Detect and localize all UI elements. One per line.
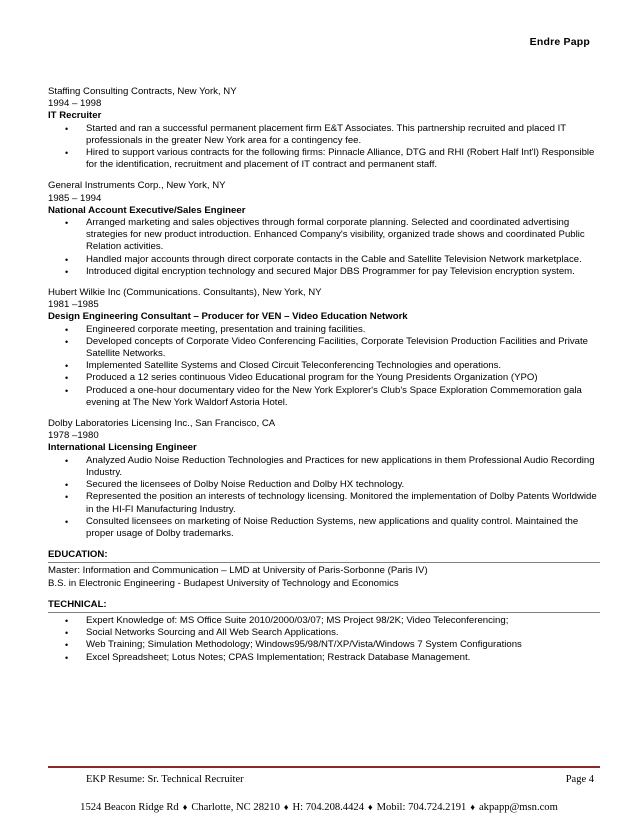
education-line: Master: Information and Communication – LMD at University of Paris-Sorbonne (Paris IV) [48,565,428,577]
bullet-icon: • [65,361,69,372]
contact-city: Charlotte, NC 28210 [191,802,280,813]
list-item: • Handled major accounts through direct corporate contacts in the Cable and Satellite Television Network marketplace. [65,253,582,265]
list-item: • Excel Spreadsheet; Lotus Notes; CPAS Implementation; Restrack Database Management. [65,651,471,663]
contact-mobile-phone: Mobil: 704.724.2191 [376,802,467,813]
job-years: 1981 –1985 [48,299,99,311]
page-number: Page 4 [565,774,594,785]
list-item: • Web Training; Simulation Methodology; Windows95/98/NT/XP/Vista/Windows 7 System Configurations [65,639,522,651]
bullet-icon: • [65,148,69,159]
contact-email[interactable]: akpapp@msn.com [478,802,558,813]
bullet-icon: • [65,254,69,265]
technical-section [48,599,600,664]
bullet-icon: • [65,652,69,663]
job-bullets [48,324,600,409]
list-item: • Consulted licensees on marketing of Noise Reduction Systems, new applications and quality control. Maintained the proper usage of Dolby trademarks. [65,515,579,539]
diamond-icon: ♦ [470,802,475,812]
bullet-icon: • [65,218,69,229]
technical-heading: TECHNICAL: [48,599,600,613]
diamond-icon: ♦ [283,802,289,812]
job-entry [48,287,600,409]
education-heading: EDUCATION: [48,549,600,563]
bullet-icon: • [65,480,69,491]
diamond-icon: ♦ [368,802,373,812]
list-item: • Developed concepts of Corporate Video Conferencing Facilities, Corporate Television Production Facilities and Private Satellite Networks. [65,335,588,360]
bullet-icon: • [65,455,69,466]
job-bullets [48,455,600,540]
list-item: • Hired to support various contracts for the following firms: Pinnacle Alliance, DTG and RHI (Robert Half Int'l) Responsible for the identification, recruitment and placement of IT contract and permanent staff. [65,147,595,171]
technical-list [48,615,600,664]
bullet-icon: • [65,336,69,347]
bullet-icon: • [65,373,69,384]
job-entry [48,418,600,540]
header-name: Endre Papp [529,36,590,48]
resume-body [48,86,600,664]
education-line: B.S. in Electronic Engineering - Budapest University of Technology and Economics [48,577,399,589]
list-item: • Produced a 12 series continuous Video Educational program for the Young Presidents Organization (YPO) [65,372,538,384]
job-bullets [48,123,600,172]
list-item: • Analyzed Audio Noise Reduction Technologies and Practices for new applications in them Professional Audio Recording Industry. [65,454,595,478]
bullet-icon: • [65,640,69,651]
job-role: International Licensing Engineer [48,442,197,454]
list-item: • Expert Knowledge of: MS Office Suite 2010/2000/03/07; MS Project 98/2K; Video Teleconferencing; [65,614,509,626]
bullet-icon: • [65,266,69,277]
education-section [48,549,600,590]
job-entry [48,180,600,278]
job-years: 1978 –1980 [48,430,99,442]
contact-home-phone: H: 704.208.4424 [292,802,364,813]
job-company: Staffing Consulting Contracts, New York, NY [48,86,237,97]
page-footer [48,766,600,785]
bullet-icon: • [65,615,69,626]
diamond-icon: ♦ [182,802,188,812]
list-item: • Secured the licensees of Dolby Noise Reduction and Dolby HX technology. [65,479,405,491]
contact-line [0,802,638,813]
list-item: • Arranged marketing and sales objectives through formal corporate planning. Selected and coordinated advertising strategies for new product introduction. Enhanced Company's visibility, organized trade shows and coordinated Public Relation activities. [65,217,585,253]
bullet-icon: • [65,324,69,335]
job-entry [48,86,600,171]
list-item: • Implemented Satellite Systems and Closed Circuit Teleconferencing Technologies and operations. [65,360,502,372]
bullet-icon: • [65,385,69,396]
job-role: Design Engineering Consultant – Producer for VEN – Video Education Network [48,311,408,323]
job-company: General Instruments Corp., New York, NY [48,180,226,192]
job-years: 1994 – 1998 [48,98,102,110]
job-role: National Account Executive/Sales Engineer [48,204,246,216]
list-item: • Represented the position an interests of technology licensing. Monitored the implementation of Dolby Patents Worldwide in the HI-FI Manufacturing Industry. [65,491,597,515]
list-item: • Introduced digital encryption technology and secured Major DBS Programmer for pay Television encryption system. [65,265,575,277]
list-item: • Engineered corporate meeting, presentation and training facilities. [65,323,366,335]
list-item: • Social Networks Sourcing and All Web Search Applications. [65,627,339,639]
footer-title: EKP Resume: Sr. Technical Recruiter [86,774,244,785]
bullet-icon: • [65,492,69,503]
job-years: 1985 – 1994 [48,192,102,204]
experience-list [48,86,600,540]
job-bullets [48,217,600,278]
job-company: Dolby Laboratories Licensing Inc., San Francisco, CA [48,418,276,430]
contact-address: 1524 Beacon Ridge Rd [80,802,179,813]
job-company: Hubert Wilkie Inc (Communications. Consultants), New York, NY [48,287,322,299]
bullet-icon: • [65,123,69,134]
list-item: • Started and ran a successful permanent placement firm E&T Associates. This partnership recruited and placed IT professionals in the greater New York area for a contingency fee. [65,122,566,146]
bullet-icon: • [65,516,69,527]
bullet-icon: • [65,628,69,639]
list-item: • Produced a one-hour documentary video for the New York Explorer's Club's Space Exploration Commemoration gala evening at The New York Waldorf Astoria Hotel. [65,384,582,408]
job-role: IT Recruiter [48,110,102,122]
